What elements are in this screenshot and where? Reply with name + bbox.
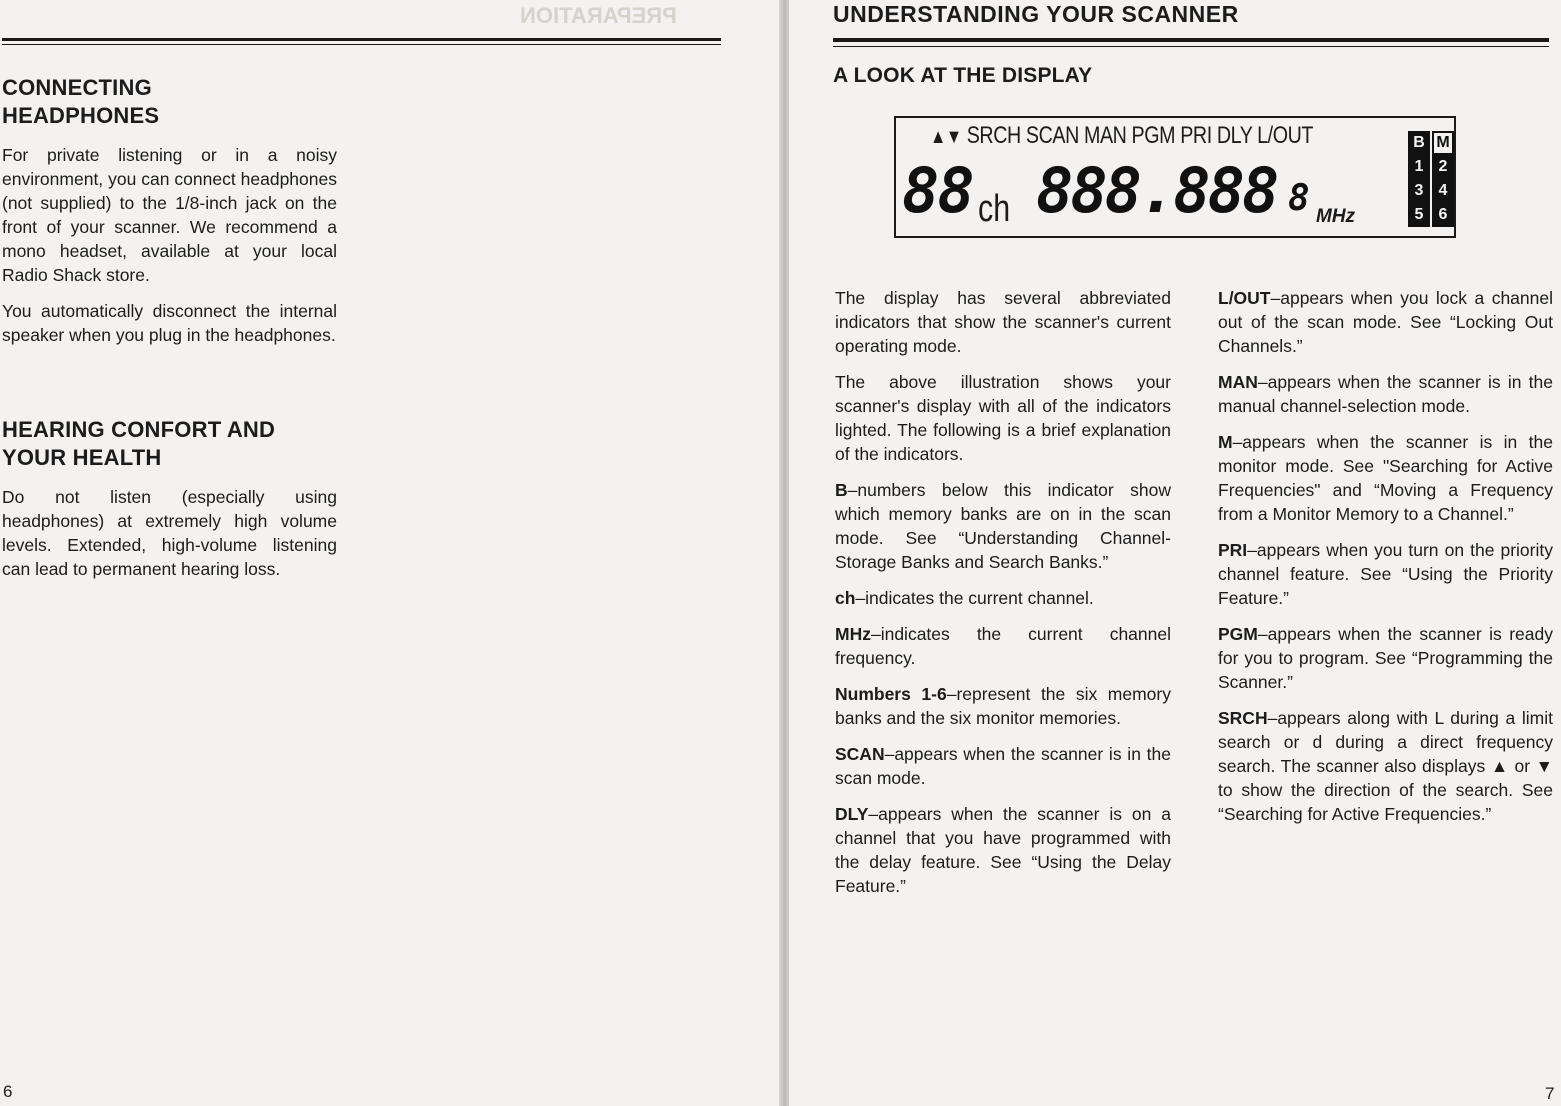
right-top-rule-thin xyxy=(833,46,1549,47)
lcd-indicators-text: SRCH SCAN MAN PGM PRI DLY L/OUT xyxy=(966,122,1314,149)
lcd-number-2: 2 xyxy=(1432,155,1454,179)
lcd-number-4: 4 xyxy=(1432,179,1454,203)
paragraph: Do not listen (especially using headphones) at extremely high volume levels. Extended, high-volume listening can lead to permanent hearing loss. xyxy=(2,487,337,579)
lcd-frequency-digits: 888.888 xyxy=(1036,154,1277,227)
indicator-item-mhz: MHz–indicates the current channel frequency. xyxy=(835,624,1171,668)
lcd-ch-unit: ch xyxy=(978,188,1011,230)
lcd-mhz-unit: MHz xyxy=(1316,206,1356,227)
indicator-column-2 xyxy=(1218,286,1553,826)
page-number-left: 6 xyxy=(3,1082,13,1101)
page-title: UNDERSTANDING YOUR SCANNER xyxy=(833,1,1239,27)
lcd-frequency-trailing-digit: 8 xyxy=(1288,178,1310,219)
hearing-health-section xyxy=(2,416,337,581)
indicator-item-lout: L/OUT–appears when you lock a channel out of the scan mode. See “Locking Out Channels.” xyxy=(1218,288,1553,356)
left-top-rule-thin xyxy=(2,44,721,45)
paragraph: The above illustration shows your scanner's display with all of the indicators lighted. The following is a brief explanation of the indicators. xyxy=(835,372,1171,464)
paragraph: For private listening or in a noisy environment, you can connect headphones (not supplied) to the 1/8-inch jack on the front of your scanner. We recommend a mono headset, available at your local Radio Shack store. xyxy=(2,145,337,285)
lcd-display-illustration xyxy=(894,116,1456,238)
indicator-item-srch: SRCH–appears along with L during a limit search or d during a direct frequency search. The scanner also displays ▲ or ▼ to show the direction of the search. See “Searching for Active Frequencies.” xyxy=(1218,708,1553,824)
lcd-channel-digits: 88 xyxy=(902,154,973,227)
right-top-rule xyxy=(833,38,1549,42)
lcd-number-1: 1 xyxy=(1408,155,1430,179)
paragraph: You automatically disconnect the internal speaker when you plug in the headphones. xyxy=(2,301,337,345)
connecting-headphones-section xyxy=(2,74,337,347)
lcd-label-b: B xyxy=(1408,131,1430,155)
lcd-number-5: 5 xyxy=(1408,203,1430,227)
lcd-label-m: M xyxy=(1432,131,1454,155)
indicator-item-b: B–numbers below this indicator show which memory banks are on in the scan mode. See “Understanding Channel-Storage Banks and Search Banks.” xyxy=(835,480,1171,572)
lcd-indicator-row xyxy=(930,122,1313,150)
indicator-item-numbers: Numbers 1-6–represent the six memory banks and the six monitor memories. xyxy=(835,684,1171,728)
paragraph: The display has several abbreviated indicators that show the scanner's current operating mode. xyxy=(835,288,1171,356)
page-number-right: 7 xyxy=(1545,1084,1555,1103)
direction-arrows-icon: ▲▼ xyxy=(930,126,962,148)
indicator-item-ch: ch–indicates the current channel. xyxy=(835,588,1094,608)
lcd-number-3: 3 xyxy=(1408,179,1430,203)
indicator-item-m: M–appears when the scanner is in the monitor mode. See "Searching for Active Frequencies" and “Moving a Frequency from a Monitor Memory to a Channel.” xyxy=(1218,432,1553,524)
indicator-item-pgm: PGM–appears when the scanner is ready for you to program. See “Programming the Scanner.” xyxy=(1218,624,1553,692)
indicator-item-dly: DLY–appears when the scanner is on a channel that you have programmed with the delay feature. See “Using the Delay Feature.” xyxy=(835,804,1171,896)
left-top-rule xyxy=(2,38,721,41)
section-heading: CONNECTING HEADPHONES xyxy=(2,75,160,128)
indicator-column-1 xyxy=(835,286,1171,898)
indicator-item-pri: PRI–appears when you turn on the priority channel feature. See “Using the Priority Feature.” xyxy=(1218,540,1553,608)
section-heading-display: A LOOK AT THE DISPLAY xyxy=(833,64,1093,87)
section-heading: HEARING CONFORT AND YOUR HEALTH xyxy=(2,417,276,470)
show-through-heading: PREPARATION xyxy=(520,3,677,28)
indicator-item-scan: SCAN–appears when the scanner is in the scan mode. xyxy=(835,744,1171,788)
lcd-number-6: 6 xyxy=(1432,203,1454,227)
indicator-item-man: MAN–appears when the scanner is in the manual channel-selection mode. xyxy=(1218,372,1553,416)
